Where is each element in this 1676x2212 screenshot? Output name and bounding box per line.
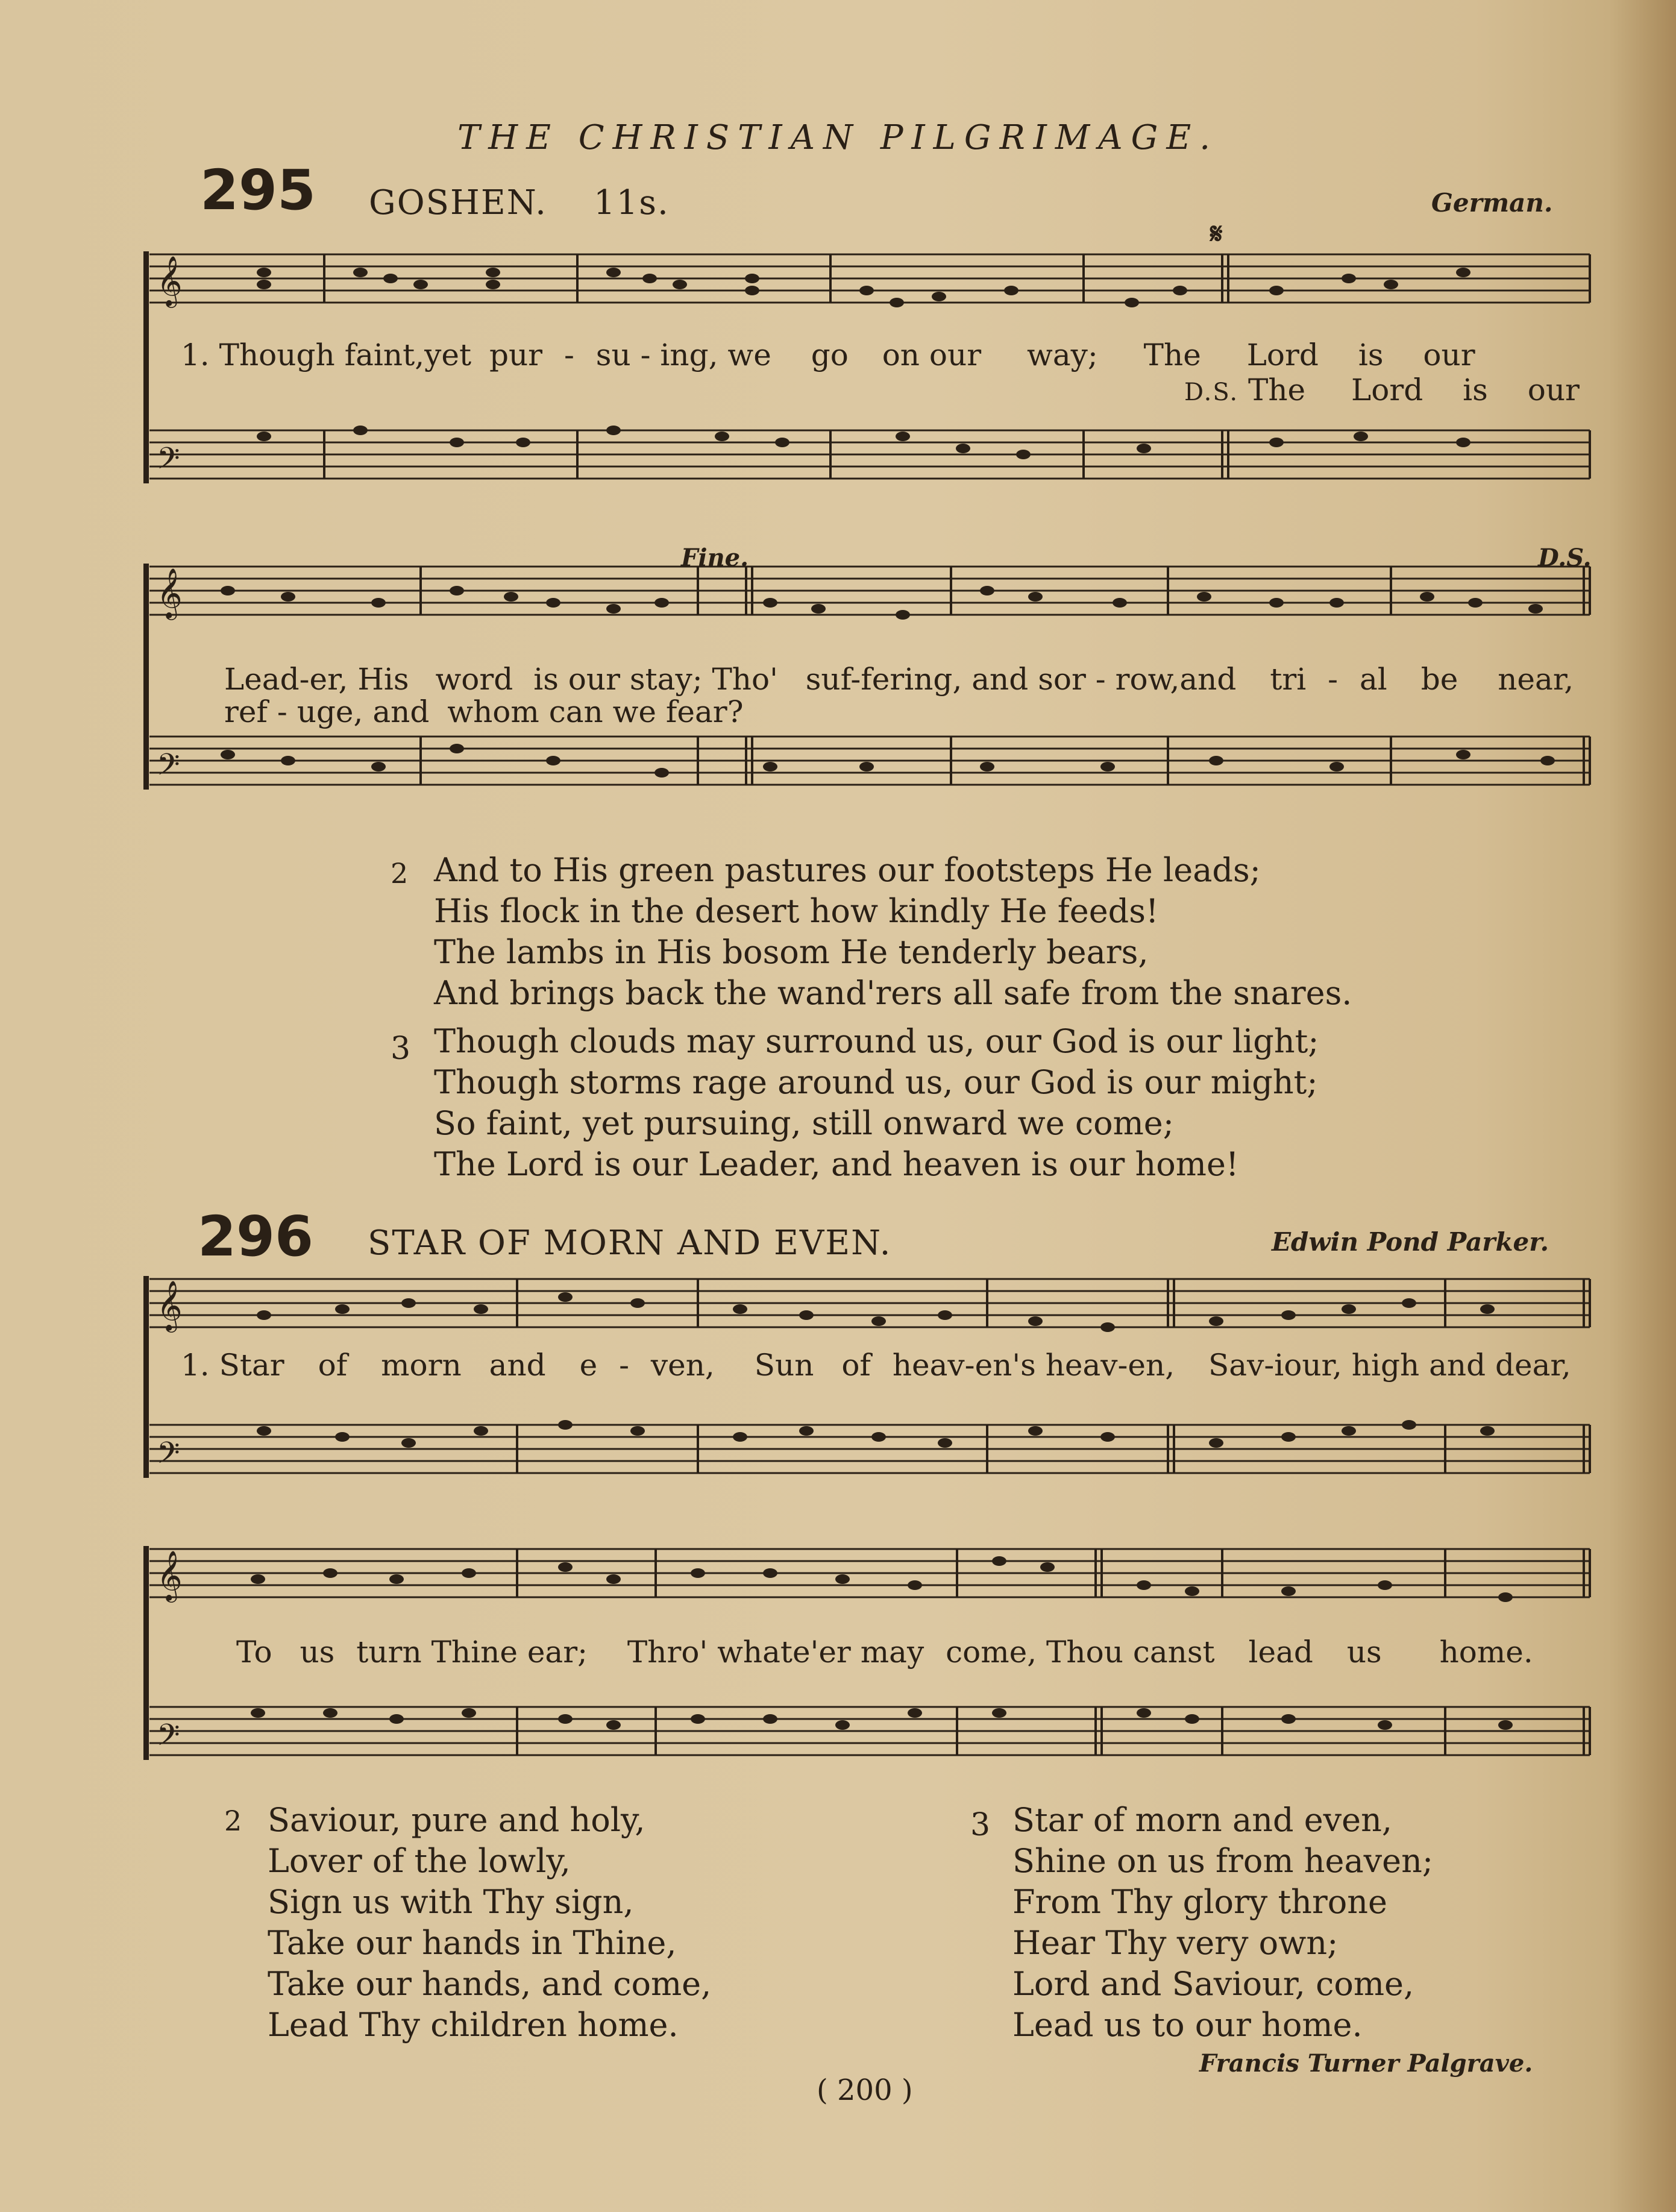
hymn-title: STAR OF MORN AND EVEN. [368, 1224, 892, 1263]
lyric-syllable: faint,yet [344, 338, 472, 372]
lyric-syllable: way; [1027, 338, 1098, 372]
lyric-hyphen: - [619, 1348, 629, 1383]
svg-text:𝄞: 𝄞 [157, 1280, 183, 1330]
lyric-syllable: is [1463, 372, 1488, 407]
lyric-syllable: can [548, 694, 603, 729]
lyric-syllable: we [612, 694, 656, 729]
svg-text:𝄢: 𝄢 [157, 441, 180, 483]
lyric-syllable: be [1420, 662, 1458, 697]
lyric-syllable: uge, [297, 694, 363, 729]
verse-line: Shine on us from heaven; [1012, 1842, 1434, 1880]
lyric-syllable: on [882, 338, 920, 372]
lyric-syllable: Thou [1046, 1635, 1123, 1670]
lyric-syllable: heav-en, [1045, 1348, 1175, 1383]
lyric-syllable: Star [219, 1348, 284, 1383]
lyric-syllable: may [860, 1635, 924, 1670]
lyric-syllable: Tho' [712, 662, 778, 697]
verse-line: Sign us with Thy sign, [268, 1883, 634, 1921]
lyric-syllable: our [1527, 372, 1580, 407]
composer-credit: Edwin Pond Parker. [1272, 1227, 1549, 1257]
svg-text:𝄢: 𝄢 [157, 1436, 180, 1478]
verse-line: His flock in the desert how kindly He feeds! [434, 892, 1159, 930]
hymn-number: 296 [198, 1204, 314, 1269]
lyric-syllable: and [489, 1348, 546, 1383]
lyric-syllable: come, [946, 1635, 1037, 1670]
lyric-line-1-ds [1184, 372, 1580, 407]
lyric-line-2-ds [224, 694, 744, 729]
lyric-syllable: Though [219, 338, 335, 372]
verse-line: And brings back the wand'rers all safe from the snares. [434, 974, 1352, 1012]
verse-block [224, 1800, 711, 2046]
lyric-syllable: Thine [431, 1635, 518, 1670]
lyric-syllable: ear; [527, 1635, 588, 1670]
lyric-syllable: go [811, 338, 849, 372]
verse-line: Saviour, pure and holy, [268, 1801, 645, 1839]
lyric-syllable: dear, [1495, 1348, 1571, 1383]
ds-mark: D.S. [1538, 544, 1592, 572]
lyric-syllable: tri [1270, 662, 1307, 697]
page-number: ( 200 ) [817, 2073, 913, 2107]
lyric-syllable: home. [1439, 1635, 1533, 1670]
lyric-syllable: To [236, 1635, 272, 1670]
running-head: THE CHRISTIAN PILGRIMAGE. [457, 118, 1219, 157]
verse-line: Though storms rage around us, our God is our might; [434, 1063, 1318, 1101]
lyric-syllable: sor [1038, 662, 1086, 697]
lyric-syllable: pur [489, 338, 543, 372]
lyric-line-1 [181, 1348, 1571, 1383]
lyric-hyphen: - [1328, 662, 1339, 697]
verse-line: Though clouds may surround us, our God is our light; [434, 1022, 1319, 1060]
lyric-syllable: and [1429, 1348, 1486, 1383]
lyric-syllable: us [300, 1635, 335, 1670]
lyric-syllable: ing, [660, 338, 718, 372]
lyric-syllable: is [1358, 338, 1384, 372]
verse-line: The lambs in His bosom He tenderly bears, [434, 933, 1149, 971]
lyric-syllable: our [929, 338, 982, 372]
lyric-syllable: whom [447, 694, 539, 729]
lyric-hyphen: - [1095, 662, 1106, 697]
verse-number: 2 [224, 1805, 242, 1837]
lyric-syllable: Lord [1351, 372, 1423, 407]
lyric-syllable: lead [1248, 1635, 1313, 1670]
lyric-syllable: whate'er [717, 1635, 851, 1670]
lyric-syllable: ven, [650, 1348, 715, 1383]
verse-number: 1. [181, 338, 210, 372]
hymn-number: 295 [200, 158, 316, 222]
verse-number: 1. [181, 1348, 210, 1383]
meter: 11s. [594, 183, 670, 222]
lyric-line-2 [224, 662, 1574, 697]
svg-text:𝄞: 𝄞 [157, 255, 183, 306]
lyric-syllable: turn [356, 1635, 422, 1670]
verse-block [970, 1800, 1433, 2046]
lyric-hyphen: - [640, 338, 651, 372]
lyric-syllable: high [1351, 1348, 1420, 1383]
verse-line: So faint, yet pursuing, still onward we come; [434, 1104, 1174, 1142]
verse-line: And to His green pastures our footsteps He leads; [434, 851, 1261, 889]
author-credit: Francis Turner Palgrave. [1199, 2049, 1533, 2078]
verse-line: Lead us to our home. [1012, 2006, 1363, 2044]
lyric-syllable: row,and [1115, 662, 1237, 697]
verse-line: Take our hands in Thine, [268, 1924, 677, 1962]
lyric-syllable: The [1248, 372, 1306, 407]
lyric-syllable: stay; [629, 662, 703, 697]
lyric-syllable: Lord [1246, 338, 1319, 372]
lyric-syllable: heav-en's [892, 1348, 1036, 1383]
lyric-line-1 [181, 338, 1475, 372]
composer-credit: German. [1431, 188, 1553, 218]
lyric-line-2 [236, 1635, 1533, 1670]
ds-label: D.S. [1184, 379, 1239, 406]
lyric-syllable: word [435, 662, 513, 697]
lyric-syllable: us [1346, 1635, 1382, 1670]
lyric-syllable: The [1143, 338, 1201, 372]
tune-name: GOSHEN. [369, 183, 547, 222]
lyric-syllable: we [727, 338, 771, 372]
lyric-syllable: Thro' [627, 1635, 708, 1670]
verse-line: From Thy glory throne [1012, 1883, 1388, 1921]
svg-text:𝄢: 𝄢 [157, 1718, 180, 1760]
lyric-syllable: su [595, 338, 631, 372]
lyric-syllable: canst [1132, 1635, 1215, 1670]
verse-line: Hear Thy very own; [1012, 1924, 1339, 1962]
lyric-hyphen: - [563, 338, 574, 372]
lyric-syllable: morn [381, 1348, 462, 1383]
lyric-syllable: our [1423, 338, 1475, 372]
verse-number: 2 [391, 857, 409, 890]
verse-line: Lord and Saviour, come, [1012, 1965, 1414, 2003]
svg-text:𝄢: 𝄢 [157, 747, 180, 790]
lyric-syllable: our [568, 662, 620, 697]
lyric-syllable: and [372, 694, 430, 729]
verse-number: 3 [391, 1031, 411, 1067]
lyric-syllable: of [841, 1348, 871, 1383]
lyric-syllable: His [357, 662, 409, 697]
lyric-syllable: Sav-iour, [1208, 1348, 1342, 1383]
lyric-syllable: Sun [754, 1348, 814, 1383]
lyric-syllable: and [971, 662, 1029, 697]
verse-block [392, 850, 1352, 1185]
lyric-hyphen: - [277, 694, 287, 729]
lyric-syllable: is [533, 662, 559, 697]
verse-line: Lead Thy children home. [268, 2006, 679, 2044]
verse-line: Star of morn and even, [1012, 1801, 1393, 1839]
lyric-syllable: fear? [665, 694, 744, 729]
lyric-syllable: near, [1498, 662, 1574, 697]
svg-text:𝄞: 𝄞 [157, 1550, 183, 1600]
verse-line: Lover of the lowly, [268, 1842, 571, 1880]
lyric-syllable: of [318, 1348, 348, 1383]
lyric-syllable: ref [224, 694, 268, 729]
verse-line: The Lord is our Leader, and heaven is our home! [434, 1145, 1239, 1183]
verse-number: 3 [970, 1807, 991, 1843]
lyric-syllable: Lead-er, [224, 662, 348, 697]
lyric-syllable: e [579, 1348, 598, 1383]
segno-mark: 𝄋 [1210, 217, 1223, 251]
fine-mark: Fine. [681, 544, 749, 572]
staff-system [143, 1273, 1596, 1514]
lyric-syllable: al [1359, 662, 1387, 697]
svg-text:𝄞: 𝄞 [157, 567, 183, 618]
verse-line: Take our hands, and come, [268, 1965, 712, 2003]
lyric-syllable: suf-fering, [805, 662, 962, 697]
